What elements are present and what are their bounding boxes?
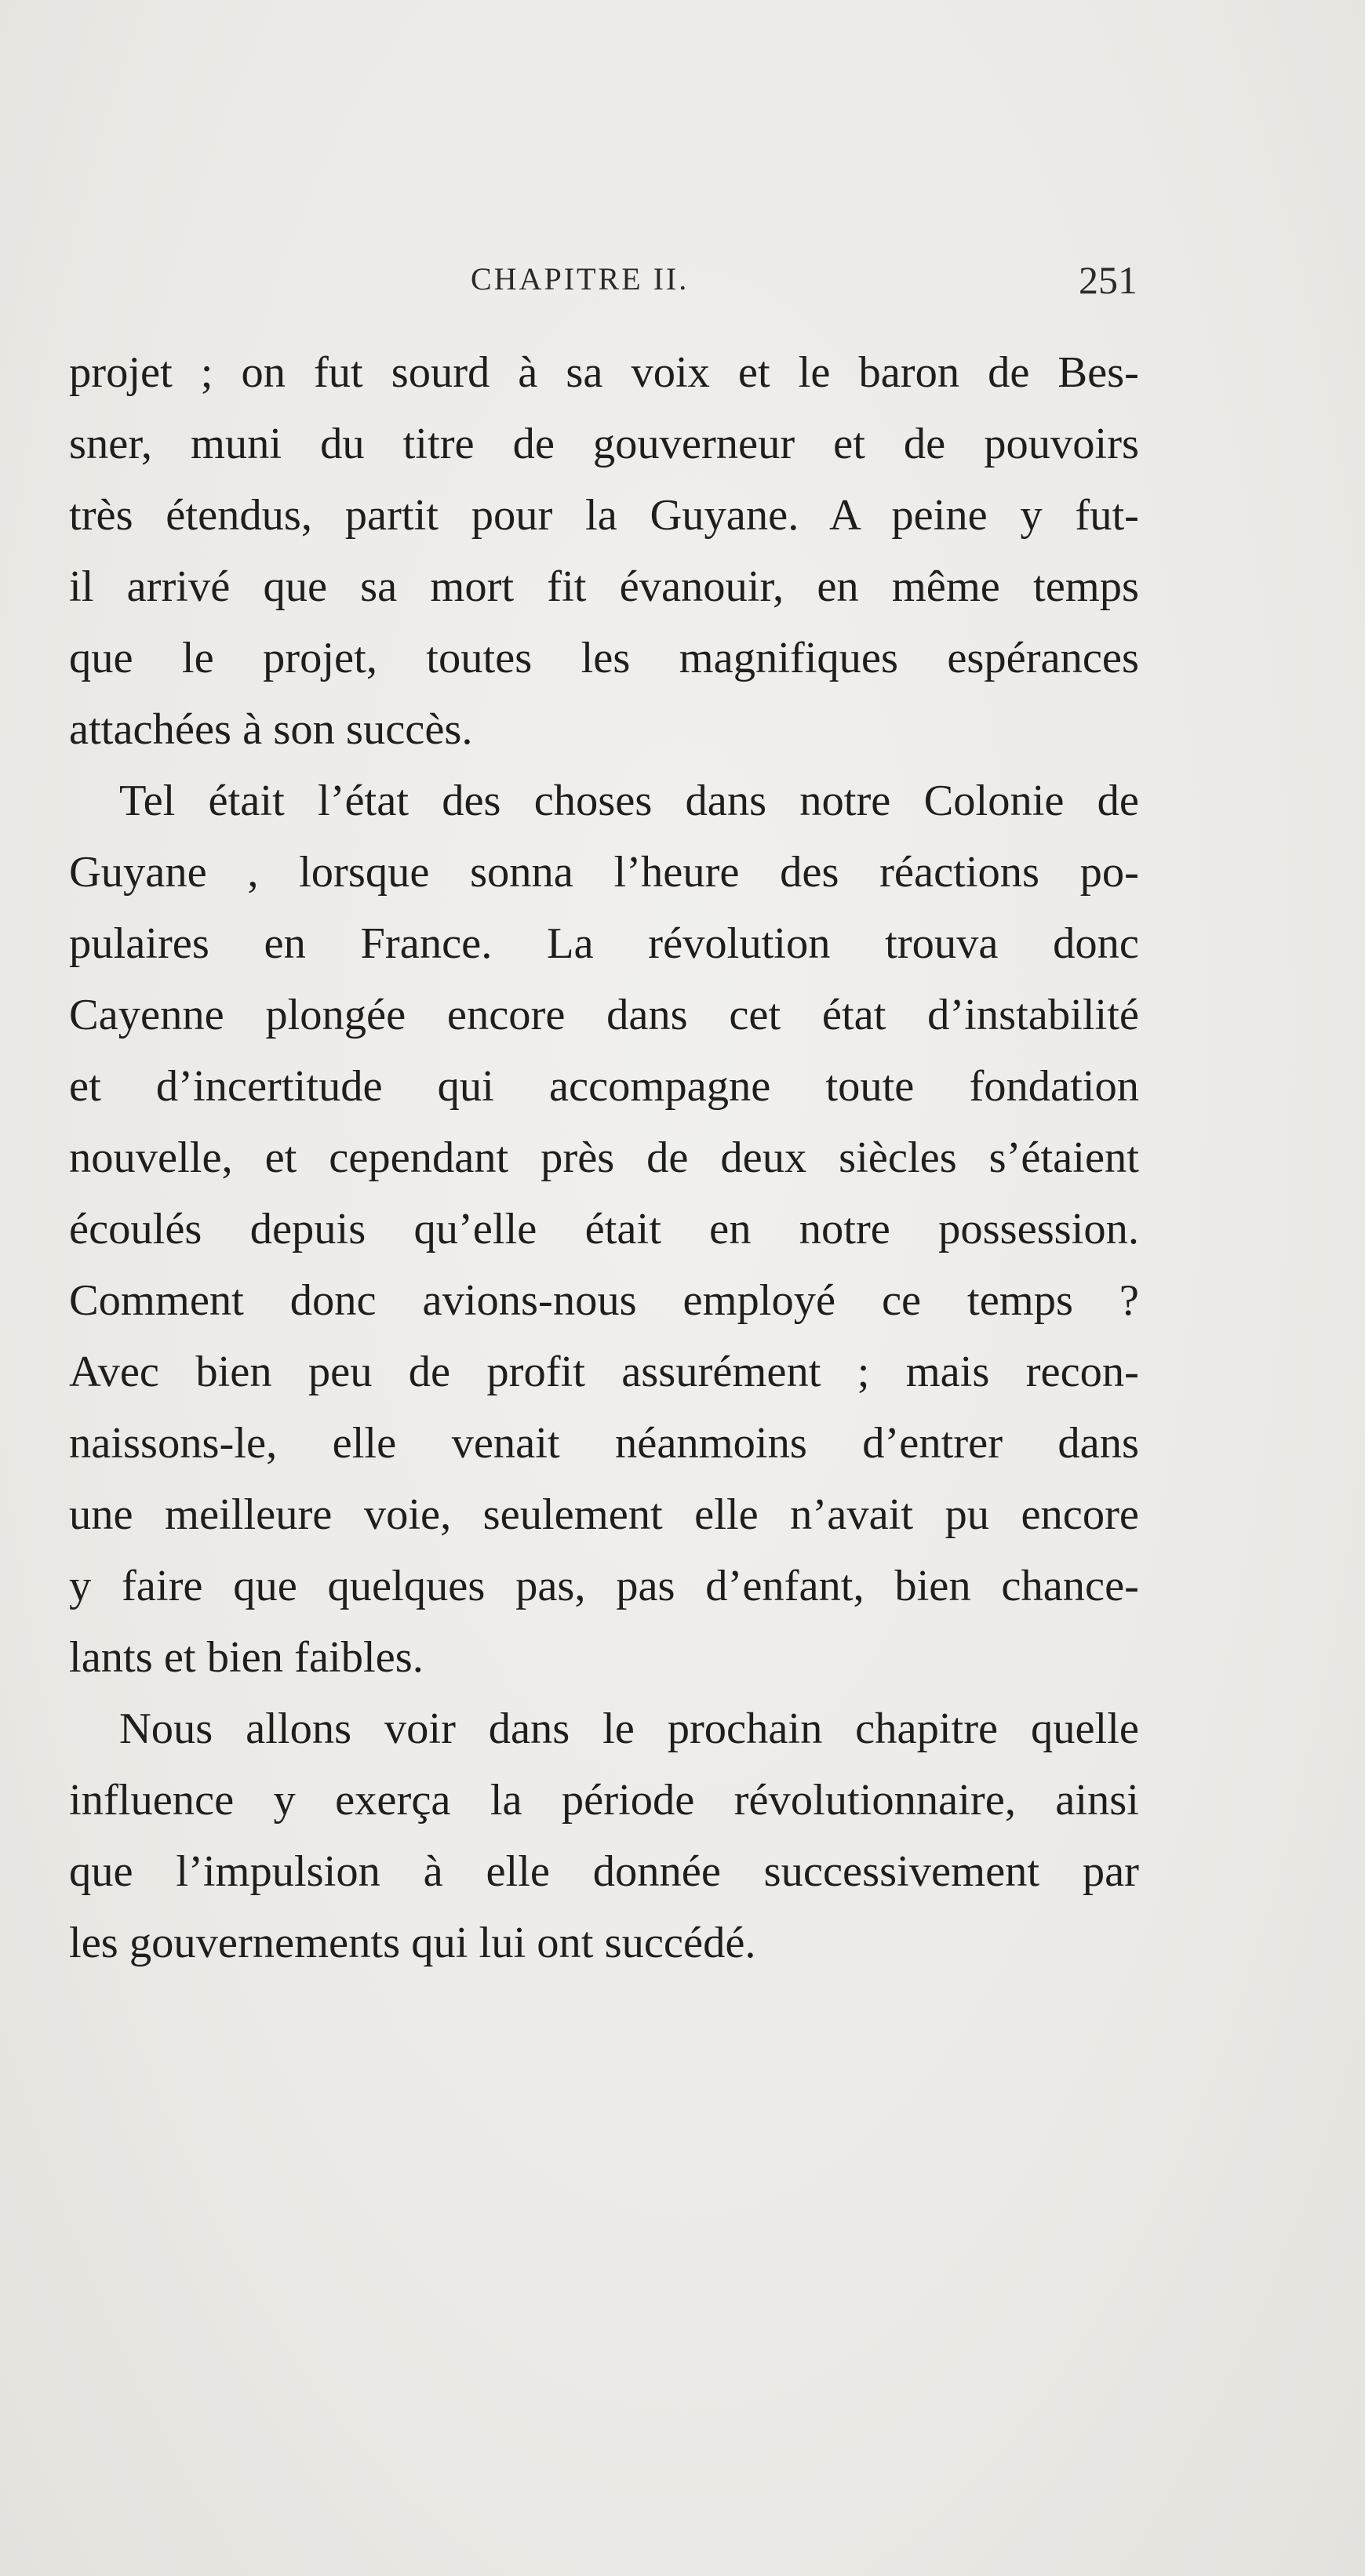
text-line: très étendus, partit pour la Guyane. A peine y fut-: [69, 491, 1139, 540]
text-line: lants et bien faibles.: [69, 1633, 424, 1682]
paragraph: [69, 337, 1139, 766]
running-head: [71, 260, 1138, 307]
paragraph: [69, 766, 1139, 1694]
text-line: et d’incertitude qui accompagne toute fondation: [69, 1062, 1139, 1111]
text-line: pulaires en France. La révolution trouva donc: [69, 919, 1139, 968]
text-line: Cayenne plongée encore dans cet état d’instabilité: [69, 991, 1139, 1039]
text-line: que l’impulsion à elle donnée successivement par: [69, 1847, 1139, 1896]
text-line: naissons-le, elle venait néanmoins d’entrer dans: [69, 1419, 1139, 1468]
text-line: attachées à son succès.: [69, 705, 473, 754]
text-line: il arrivé que sa mort fit évanouir, en même temps: [69, 562, 1139, 611]
text-line: sner, muni du titre de gouverneur et de pouvoirs: [69, 420, 1139, 468]
text-line: Comment donc avions-nous employé ce temps ?: [69, 1276, 1139, 1325]
text-line: Nous allons voir dans le prochain chapitre quelle: [119, 1705, 1139, 1753]
running-title: CHAPITRE II.: [471, 261, 690, 297]
text-line: Guyane , lorsque sonna l’heure des réactions po-: [69, 848, 1139, 897]
text-line: nouvelle, et cependant près de deux siècles s’étaient: [69, 1133, 1139, 1182]
text-line: y faire que quelques pas, pas d’enfant, bien chance-: [69, 1562, 1139, 1610]
paragraph: [69, 1694, 1139, 1979]
text-line: les gouvernements qui lui ont succédé.: [69, 1919, 756, 1967]
text-line: Avec bien peu de profit assurément ; mais recon-: [69, 1348, 1139, 1396]
text-line: Tel était l’état des choses dans notre Colonie de: [119, 777, 1139, 825]
page-number: 251: [1079, 258, 1138, 302]
text-line: projet ; on fut sourd à sa voix et le baron de Bes-: [69, 348, 1139, 397]
text-line: écoulés depuis qu’elle était en notre possession.: [69, 1205, 1139, 1253]
text-line: une meilleure voie, seulement elle n’avait pu encore: [69, 1490, 1139, 1539]
text-line: influence y exerça la période révolutionnaire, ainsi: [69, 1776, 1139, 1825]
text-line: que le projet, toutes les magnifiques espérances: [69, 634, 1139, 682]
body-text: [69, 337, 1139, 1979]
